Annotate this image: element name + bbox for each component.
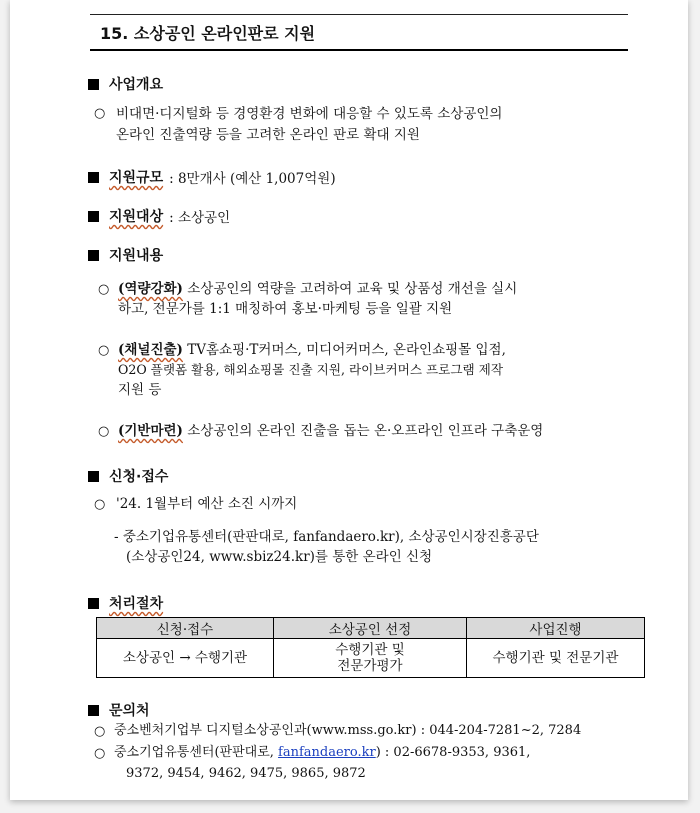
square-bullet-icon (88, 705, 99, 716)
procedure-header-cell: 신청·접수 (97, 618, 274, 639)
procedure-header-row (97, 618, 645, 639)
target-value: : 소상공인 (169, 210, 231, 226)
square-bullet-icon (88, 471, 99, 482)
procedure-cell: 소상공인 → 수행기관 (97, 639, 274, 678)
fanfandaero-link[interactable]: fanfandaero.kr (278, 745, 376, 760)
square-bullet-icon (88, 250, 99, 261)
square-bullet-icon (88, 172, 99, 183)
heading-scale: 지원규모 : 8만개사 (예산 1,007억원) (88, 167, 336, 187)
contact-line-1: 중소벤처기업부 디지털소상공인과(www.mss.go.kr) : 044-204-7281~2, 7284 (114, 723, 582, 738)
circle-bullet-icon: ○ (94, 746, 106, 761)
circle-bullet-icon: ○ (94, 724, 106, 739)
heading-content: 지원내용 (88, 245, 163, 265)
content-item-2-line-3: 지원 등 (118, 382, 162, 398)
circle-bullet-icon: ○ (94, 497, 106, 512)
section-title-bar (90, 14, 628, 51)
contact-line-3: 9372, 9454, 9462, 9475, 9865, 9872 (126, 766, 366, 781)
content-item-3-line-1: (기반마련) 소상공인의 온라인 진출을 돕는 온·오프라인 인프라 구축운영 (118, 423, 544, 439)
circle-bullet-icon: ○ (94, 106, 106, 121)
procedure-table (96, 617, 645, 678)
apply-sub-line-1: - 중소기업유통센터(판판대로, fanfandaero.kr), 소상공인시장진흥공단 (114, 529, 539, 545)
circle-bullet-icon: ○ (98, 343, 110, 358)
procedure-cell: 수행기관 및 전문가평가 (274, 639, 467, 678)
square-bullet-icon (88, 598, 99, 609)
procedure-row (97, 639, 645, 678)
heading-apply: 신청·접수 (88, 466, 168, 486)
heading-overview: 사업개요 (88, 74, 163, 94)
square-bullet-icon (88, 211, 99, 222)
heading-procedure: 처리절차 (88, 593, 163, 613)
contact-line-2: 중소기업유통센터(판판대로, fanfandaero.kr) : 02-6678-9353, 9361, (114, 745, 531, 760)
square-bullet-icon (88, 79, 99, 90)
heading-target: 지원대상 : 소상공인 (88, 206, 230, 226)
procedure-header-cell: 사업진행 (467, 618, 645, 639)
content-item-2-line-1: (채널진출) TV홈쇼핑·T커머스, 미디어커머스, 온라인쇼핑몰 입점, (118, 342, 506, 358)
procedure-header-cell: 소상공인 선정 (274, 618, 467, 639)
overview-line-2: 온라인 진출역량 등을 고려한 온라인 판로 확대 지원 (116, 127, 420, 143)
procedure-cell: 수행기관 및 전문기관 (467, 639, 645, 678)
circle-bullet-icon: ○ (98, 424, 110, 439)
circle-bullet-icon: ○ (98, 282, 110, 297)
scale-value: : 8만개사 (예산 1,007억원) (169, 171, 336, 187)
apply-line-1: '24. 1월부터 예산 소진 시까지 (116, 496, 298, 512)
content-item-2-line-2: O2O 플랫폼 활용, 해외쇼핑몰 진출 지원, 라이브커머스 프로그램 제작 (118, 362, 503, 377)
document-page (10, 0, 688, 800)
heading-contact: 문의처 (88, 700, 150, 720)
apply-sub-line-2: (소상공인24, www.sbiz24.kr)를 통한 온라인 신청 (126, 549, 433, 565)
overview-line-1: 비대면·디지털화 등 경영환경 변화에 대응할 수 있도록 소상공인의 (116, 106, 503, 122)
content-item-1-line-1: (역량강화) 소상공인의 역량을 고려하여 교육 및 상품성 개선을 실시 (118, 281, 518, 297)
section-title: 15. 소상공인 온라인판로 지원 (100, 24, 316, 43)
content-item-1-line-2: 하고, 전문가를 1:1 매칭하여 홍보·마케팅 등을 일괄 지원 (118, 301, 453, 317)
